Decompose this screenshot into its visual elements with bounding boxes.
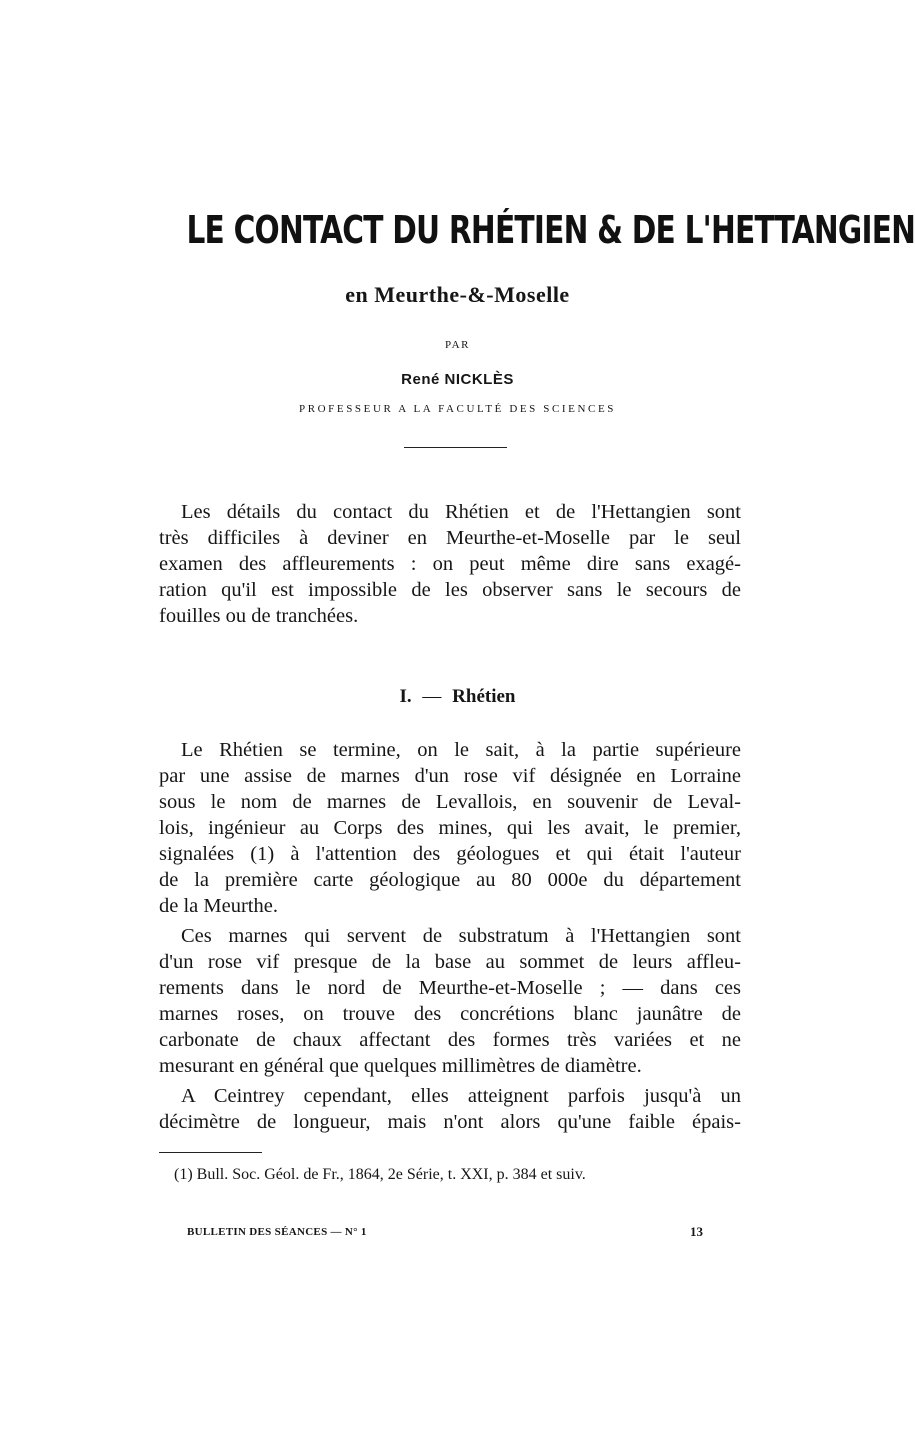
page-number: 13 [690, 1224, 703, 1239]
text-line: carbonate de chaux affectant des formes très variées et ne [159, 1029, 741, 1051]
text-line: de la Meurthe. [159, 895, 278, 917]
text-line: Le Rhétien se termine, on le sait, à la partie supérieure [181, 739, 741, 761]
article-title: LE CONTACT DU RHÉTIEN & DE L'HETTANGIEN [186, 208, 915, 252]
title-divider [404, 447, 507, 448]
text-line: Les détails du contact du Rhétien et de l'Hettangien sont [181, 501, 741, 523]
text-line: examen des affleurements : on peut même dire sans exagé- [159, 553, 741, 575]
by-label: PAR [445, 339, 470, 351]
text-line: fouilles ou de tranchées. [159, 605, 359, 627]
footnote-divider [159, 1152, 262, 1153]
running-footer: BULLETIN DES SÉANCES — N° 1 [187, 1226, 367, 1238]
text-line: de la première carte géologique au 80 000e du département [159, 869, 741, 891]
text-line: marnes roses, on trouve des concrétions blanc jaunâtre de [159, 1003, 741, 1025]
footnote: (1) Bull. Soc. Géol. de Fr., 1864, 2e Série, t. XXI, p. 384 et suiv. [174, 1166, 586, 1183]
text-line: ration qu'il est impossible de les observer sans le secours de [159, 579, 741, 601]
paragraph-3 [159, 1083, 741, 1135]
text-line: mesurant en général que quelques millimètres de diamètre. [159, 1055, 642, 1077]
text-line: très difficiles à deviner en Meurthe-et-Moselle par le seul [159, 527, 741, 549]
text-line: signalées (1) à l'attention des géologues et qui était l'auteur [159, 843, 741, 865]
article-subtitle: en Meurthe-&-Moselle [345, 282, 570, 307]
text-line: Ces marnes qui servent de substratum à l'Hettangien sont [181, 925, 741, 947]
section-title: Rhétien [452, 686, 516, 707]
text-line: A Ceintrey cependant, elles atteignent parfois jusqu'à un [181, 1085, 741, 1107]
text-line: d'un rose vif presque de la base au sommet de leurs affleu- [159, 951, 741, 973]
section-number: I. [399, 686, 412, 707]
paragraph-1 [159, 737, 741, 919]
text-line: par une assise de marnes d'un rose vif désignée en Lorraine [159, 765, 741, 787]
author-name: René NICKLÈS [401, 371, 514, 388]
section-heading [0, 686, 915, 708]
text-line: sous le nom de marnes de Levallois, en souvenir de Leval- [159, 791, 741, 813]
paragraph-2 [159, 923, 741, 1079]
text-line: décimètre de longueur, mais n'ont alors qu'une faible épais- [159, 1111, 741, 1133]
text-line: lois, ingénieur au Corps des mines, qui les avait, le premier, [159, 817, 741, 839]
text-line: rements dans le nord de Meurthe-et-Moselle ; — dans ces [159, 977, 741, 999]
intro-paragraph [159, 499, 741, 629]
author-affiliation: PROFESSEUR A LA FACULTÉ DES SCIENCES [298, 403, 617, 415]
section-dash: — [422, 686, 442, 707]
